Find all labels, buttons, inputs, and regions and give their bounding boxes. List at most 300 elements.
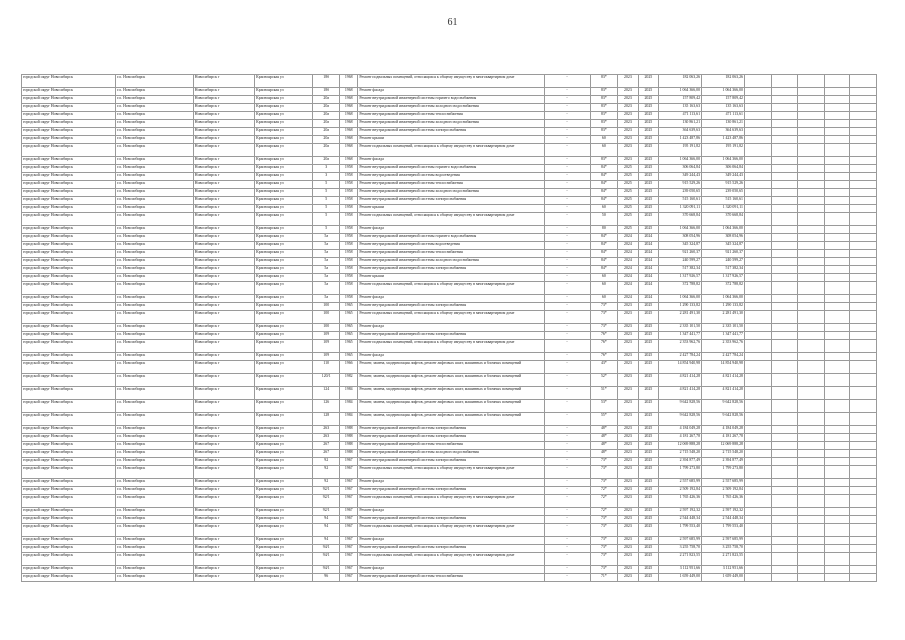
work-type-cell: Ремонт фасада [358, 353, 544, 361]
empty-cell [771, 387, 798, 400]
fund-cost-cell: 2 271 823,55 [702, 553, 745, 566]
start-year-cell: 2023 [618, 374, 638, 387]
build-year-cell: 1967 [340, 458, 358, 466]
district-cell: городской округ Новосибирск [22, 340, 116, 353]
house-number-cell: 110 [313, 361, 340, 374]
total-cost-cell: 515 160,61 [659, 197, 702, 205]
build-year-cell: 1968 [340, 136, 358, 144]
empty-cell [771, 524, 798, 537]
empty-cell [744, 282, 771, 295]
empty-cell [824, 258, 850, 266]
street-cell: Красноярская ул [255, 165, 313, 173]
fund-cost-cell: 2 281 491,30 [702, 311, 745, 324]
empty-cell [798, 466, 825, 479]
build-year-cell: 1966 [340, 361, 358, 374]
work-type-cell: Ремонт крыши [358, 274, 544, 282]
district-cell: городской округ Новосибирск [22, 234, 116, 242]
empty-cell [798, 353, 825, 361]
table-row [22, 458, 877, 466]
district-cell: городской округ Новосибирск [22, 524, 116, 537]
empty-cell [744, 524, 771, 537]
locality-cell: г.о. Новосибирск [116, 295, 194, 303]
empty-cell [824, 487, 850, 495]
empty-cell [798, 144, 825, 157]
empty-cell [824, 120, 850, 128]
end-year-cell: 2025 [638, 537, 658, 545]
locality-cell: г.о. Новосибирск [116, 361, 194, 374]
empty-cell [744, 361, 771, 374]
fund-cost-cell: 1 064 366,00 [702, 157, 745, 165]
empty-cell [798, 189, 825, 197]
work-type-cell: Ремонт внутридомовой инженерной системы электроснабжения [358, 545, 544, 553]
house-number-cell: 92 [313, 458, 340, 466]
total-cost-cell: 2 394 877,49 [659, 458, 702, 466]
empty-cell [771, 213, 798, 226]
locality-cell: г.о. Новосибирск [116, 282, 194, 295]
empty-cell [850, 226, 877, 234]
empty-cell [798, 88, 825, 96]
dash-cell: - [544, 495, 590, 508]
empty-cell [744, 104, 771, 112]
empty-cell [744, 128, 771, 136]
district-cell: городской округ Новосибирск [22, 495, 116, 508]
fund-cost-cell: 2 427 784,24 [702, 353, 745, 361]
empty-cell [798, 495, 825, 508]
empty-cell [824, 282, 850, 295]
district-cell: городской округ Новосибирск [22, 361, 116, 374]
house-number-cell: 5а [313, 295, 340, 303]
city-cell: Новосибирск г [193, 361, 254, 374]
street-cell: Красноярская ул [255, 426, 313, 434]
end-year-cell: 2025 [638, 450, 658, 458]
empty-cell [850, 495, 877, 508]
start-year-cell: 2023 [618, 144, 638, 157]
empty-cell [744, 144, 771, 157]
empty-cell [850, 144, 877, 157]
house-number-cell: 92/1 [313, 495, 340, 508]
empty-cell [744, 165, 771, 173]
build-year-cell: 1984 [340, 413, 358, 426]
build-year-cell: 1958 [340, 295, 358, 303]
work-type-cell: Ремонт внутридомовой инженерной системы теплоснабжения [358, 574, 544, 582]
street-cell: Красноярская ул [255, 234, 313, 242]
work-type-cell: Ремонт подвальных помещений, относящихся к общему имуществу в многоквартирном доме [358, 553, 544, 566]
fund-cost-cell: 915 529,26 [702, 181, 745, 189]
locality-cell: г.о. Новосибирск [116, 274, 194, 282]
start-year-cell: 2025 [618, 213, 638, 226]
table-row [22, 226, 877, 234]
end-year-cell: 2024 [638, 242, 658, 250]
build-year-cell: 1965 [340, 303, 358, 311]
empty-cell [798, 250, 825, 258]
fund-cost-cell: 517 382,34 [702, 266, 745, 274]
start-year-cell: 2023 [618, 112, 638, 120]
district-cell: городской округ Новосибирск [22, 479, 116, 487]
table-row [22, 266, 877, 274]
total-cost-cell: 2 427 784,24 [659, 353, 702, 361]
empty-cell [744, 574, 771, 582]
locality-cell: г.о. Новосибирск [116, 487, 194, 495]
locality-cell: г.о. Новосибирск [116, 173, 194, 181]
city-cell: Новосибирск г [193, 332, 254, 340]
empty-cell [850, 104, 877, 112]
end-year-cell: 2025 [638, 157, 658, 165]
empty-cell [824, 136, 850, 144]
city-cell: Новосибирск г [193, 426, 254, 434]
empty-cell [744, 374, 771, 387]
build-year-cell: 1958 [340, 242, 358, 250]
work-type-cell: Ремонт фасада [358, 508, 544, 516]
dash-cell: - [544, 353, 590, 361]
work-type-cell: Ремонт, замена, модернизация лифтов, ремонт лифтовых шахт, машинных и блочных помещений [358, 387, 544, 400]
wear-cell: 48* [590, 450, 618, 458]
start-year-cell: 2023 [618, 387, 638, 400]
start-year-cell: 2025 [618, 165, 638, 173]
empty-cell [771, 282, 798, 295]
street-cell: Красноярская ул [255, 88, 313, 96]
end-year-cell: 2025 [638, 205, 658, 213]
dash-cell: - [544, 197, 590, 205]
locality-cell: г.о. Новосибирск [116, 400, 194, 413]
total-cost-cell: 1 799 553,40 [659, 524, 702, 537]
empty-cell [771, 487, 798, 495]
work-type-cell: Ремонт, замена, модернизация лифтов, ремонт лифтовых шахт, машинных и блочных помещений [358, 361, 544, 374]
empty-cell [798, 524, 825, 537]
total-cost-cell: 306 064,84 [659, 165, 702, 173]
empty-cell [798, 112, 825, 120]
build-year-cell: 1968 [340, 104, 358, 112]
empty-cell [744, 353, 771, 361]
table-row [22, 242, 877, 250]
city-cell: Новосибирск г [193, 545, 254, 553]
empty-cell [850, 258, 877, 266]
street-cell: Красноярская ул [255, 324, 313, 332]
end-year-cell: 2025 [638, 144, 658, 157]
total-cost-cell: 135 163,63 [659, 104, 702, 112]
locality-cell: г.о. Новосибирск [116, 144, 194, 157]
build-year-cell: 1958 [340, 258, 358, 266]
empty-cell [771, 340, 798, 353]
end-year-cell: 2024 [638, 274, 658, 282]
fund-cost-cell: 1 799 273,80 [702, 466, 745, 479]
street-cell: Красноярская ул [255, 466, 313, 479]
table-row [22, 303, 877, 311]
locality-cell: г.о. Новосибирск [116, 226, 194, 234]
end-year-cell: 2025 [638, 197, 658, 205]
empty-cell [798, 361, 825, 374]
house-number-cell: 96 [313, 574, 340, 582]
fund-cost-cell: 130 861,21 [702, 120, 745, 128]
empty-cell [771, 274, 798, 282]
empty-cell [798, 566, 825, 574]
table-row [22, 128, 877, 136]
empty-cell [771, 332, 798, 340]
house-number-cell: 20а [313, 112, 340, 120]
build-year-cell: 1968 [340, 157, 358, 165]
work-type-cell: Ремонт, замена, модернизация лифтов, ремонт лифтовых шахт, машинных и блочных помещений [358, 400, 544, 413]
empty-cell [850, 197, 877, 205]
work-type-cell: Ремонт внутридомовой инженерной системы электроснабжения [358, 434, 544, 442]
total-cost-cell: 4 821 414,28 [659, 374, 702, 387]
street-cell: Красноярская ул [255, 250, 313, 258]
work-type-cell: Ремонт внутридомовой инженерной системы электроснабжения [358, 426, 544, 434]
build-year-cell: 1968 [340, 128, 358, 136]
empty-cell [771, 516, 798, 524]
work-type-cell: Ремонт подвальных помещений, относящихся к общему имуществу в многоквартирном доме [358, 144, 544, 157]
empty-cell [744, 189, 771, 197]
fund-cost-cell: 364 639,63 [702, 128, 745, 136]
start-year-cell: 2025 [618, 181, 638, 189]
city-cell: Новосибирск г [193, 205, 254, 213]
work-type-cell: Ремонт внутридомовой инженерной системы электроснабжения [358, 516, 544, 524]
total-cost-cell: 2 597 685,99 [659, 537, 702, 545]
work-type-cell: Ремонт внутридомовой инженерной системы холодного водоснабжения [358, 450, 544, 458]
empty-cell [850, 458, 877, 466]
house-number-cell: 5 [313, 205, 340, 213]
district-cell: городской округ Новосибирск [22, 332, 116, 340]
empty-cell [744, 274, 771, 282]
end-year-cell: 2024 [638, 258, 658, 266]
district-cell: городской округ Новосибирск [22, 303, 116, 311]
empty-cell [850, 173, 877, 181]
city-cell: Новосибирск г [193, 353, 254, 361]
build-year-cell: 1968 [340, 75, 358, 88]
start-year-cell: 2023 [618, 524, 638, 537]
empty-cell [850, 553, 877, 566]
street-cell: Красноярская ул [255, 340, 313, 353]
wear-cell: 76* [590, 353, 618, 361]
build-year-cell: 1967 [340, 566, 358, 574]
table-row [22, 181, 877, 189]
empty-cell [744, 324, 771, 332]
street-cell: Красноярская ул [255, 295, 313, 303]
empty-cell [824, 353, 850, 361]
total-cost-cell: 1 347 441,77 [659, 332, 702, 340]
city-cell: Новосибирск г [193, 189, 254, 197]
empty-cell [824, 374, 850, 387]
empty-cell [850, 303, 877, 311]
start-year-cell: 2023 [618, 553, 638, 566]
empty-cell [771, 295, 798, 303]
empty-cell [850, 250, 877, 258]
empty-cell [850, 311, 877, 324]
house-number-cell: 18б [313, 75, 340, 88]
district-cell: городской округ Новосибирск [22, 144, 116, 157]
empty-cell [744, 466, 771, 479]
empty-cell [824, 274, 850, 282]
empty-cell [744, 197, 771, 205]
start-year-cell: 2023 [618, 479, 638, 487]
total-cost-cell: 4 821 414,28 [659, 387, 702, 400]
build-year-cell: 1968 [340, 120, 358, 128]
house-number-cell: 126 [313, 400, 340, 413]
empty-cell [798, 508, 825, 516]
empty-cell [771, 144, 798, 157]
fund-cost-cell: 1 765 426,36 [702, 495, 745, 508]
dash-cell: - [544, 458, 590, 466]
work-type-cell: Ремонт подвальных помещений, относящихся к общему имуществу в многоквартирном доме [358, 311, 544, 324]
empty-cell [771, 450, 798, 458]
wear-cell: 53* [590, 400, 618, 413]
empty-cell [850, 128, 877, 136]
city-cell: Новосибирск г [193, 340, 254, 353]
house-number-cell: 100 [313, 311, 340, 324]
dash-cell: - [544, 213, 590, 226]
empty-cell [798, 96, 825, 104]
city-cell: Новосибирск г [193, 274, 254, 282]
wear-cell: 48* [590, 442, 618, 450]
empty-cell [771, 353, 798, 361]
locality-cell: г.о. Новосибирск [116, 234, 194, 242]
start-year-cell: 2025 [618, 205, 638, 213]
locality-cell: г.о. Новосибирск [116, 157, 194, 165]
dash-cell: - [544, 282, 590, 295]
city-cell: Новосибирск г [193, 75, 254, 88]
dash-cell: - [544, 413, 590, 426]
district-cell: городской округ Новосибирск [22, 450, 116, 458]
empty-cell [744, 400, 771, 413]
empty-cell [744, 442, 771, 450]
empty-cell [798, 173, 825, 181]
empty-cell [850, 545, 877, 553]
end-year-cell: 2025 [638, 516, 658, 524]
locality-cell: г.о. Новосибирск [116, 553, 194, 566]
build-year-cell: 1958 [340, 181, 358, 189]
city-cell: Новосибирск г [193, 250, 254, 258]
table-row [22, 442, 877, 450]
empty-cell [824, 458, 850, 466]
dash-cell: - [544, 303, 590, 311]
start-year-cell: 2024 [618, 242, 638, 250]
wear-cell: 43* [590, 361, 618, 374]
table-row [22, 274, 877, 282]
fund-cost-cell: 1 064 366,00 [702, 88, 745, 96]
total-cost-cell: 349 244,43 [659, 173, 702, 181]
empty-cell [744, 434, 771, 442]
build-year-cell: 1958 [340, 226, 358, 234]
district-cell: городской округ Новосибирск [22, 128, 116, 136]
city-cell: Новосибирск г [193, 295, 254, 303]
end-year-cell: 2025 [638, 88, 658, 96]
empty-cell [798, 128, 825, 136]
work-type-cell: Ремонт подвальных помещений, относящихся к общему имуществу в многоквартирном доме [358, 340, 544, 353]
empty-cell [798, 266, 825, 274]
empty-cell [798, 413, 825, 426]
wear-cell: 51* [590, 387, 618, 400]
fund-cost-cell: 921 260,37 [702, 250, 745, 258]
house-number-cell: 109 [313, 332, 340, 340]
street-cell: Красноярская ул [255, 266, 313, 274]
total-cost-cell: 14 854 940,98 [659, 361, 702, 374]
empty-cell [744, 75, 771, 88]
street-cell: Красноярская ул [255, 387, 313, 400]
wear-cell: 48* [590, 434, 618, 442]
dash-cell: - [544, 205, 590, 213]
locality-cell: г.о. Новосибирск [116, 426, 194, 434]
house-number-cell: 94 [313, 524, 340, 537]
total-cost-cell: 4 181 267,78 [659, 434, 702, 442]
empty-cell [744, 537, 771, 545]
end-year-cell: 2025 [638, 479, 658, 487]
empty-cell [850, 274, 877, 282]
wear-cell: 50 [590, 213, 618, 226]
house-number-cell: 5а [313, 274, 340, 282]
build-year-cell: 1968 [340, 112, 358, 120]
street-cell: Красноярская ул [255, 545, 313, 553]
empty-cell [798, 516, 825, 524]
dash-cell: - [544, 574, 590, 582]
city-cell: Новосибирск г [193, 566, 254, 574]
district-cell: городской округ Новосибирск [22, 213, 116, 226]
empty-cell [824, 332, 850, 340]
work-type-cell: Ремонт крыши [358, 136, 544, 144]
end-year-cell: 2025 [638, 173, 658, 181]
city-cell: Новосибирск г [193, 266, 254, 274]
city-cell: Новосибирск г [193, 112, 254, 120]
city-cell: Новосибирск г [193, 88, 254, 96]
house-number-cell: 20а [313, 144, 340, 157]
locality-cell: г.о. Новосибирск [116, 88, 194, 96]
work-type-cell: Ремонт, замена, модернизация лифтов, ремонт лифтовых шахт, машинных и блочных помещений [358, 413, 544, 426]
locality-cell: г.о. Новосибирск [116, 303, 194, 311]
wear-cell: 80 [590, 226, 618, 234]
table-row [22, 144, 877, 157]
build-year-cell: 1967 [340, 487, 358, 495]
street-cell: Красноярская ул [255, 303, 313, 311]
table-row [22, 189, 877, 197]
end-year-cell: 2025 [638, 303, 658, 311]
dash-cell: - [544, 466, 590, 479]
empty-cell [824, 75, 850, 88]
street-cell: Красноярская ул [255, 487, 313, 495]
empty-cell [850, 400, 877, 413]
build-year-cell: 1967 [340, 524, 358, 537]
total-cost-cell: 364 639,63 [659, 128, 702, 136]
empty-cell [771, 400, 798, 413]
fund-cost-cell: 2 335 101,50 [702, 324, 745, 332]
empty-cell [824, 508, 850, 516]
city-cell: Новосибирск г [193, 434, 254, 442]
empty-cell [771, 157, 798, 165]
work-type-cell: Ремонт внутридомовой инженерной системы холодного водоснабжения [358, 189, 544, 197]
table-row [22, 234, 877, 242]
street-cell: Красноярская ул [255, 75, 313, 88]
work-type-cell: Ремонт подвальных помещений, относящихся к общему имуществу в многоквартирном доме [358, 466, 544, 479]
start-year-cell: 2023 [618, 157, 638, 165]
table-row [22, 495, 877, 508]
total-cost-cell: 2 557 685,99 [659, 479, 702, 487]
city-cell: Новосибирск г [193, 144, 254, 157]
empty-cell [824, 434, 850, 442]
empty-cell [798, 450, 825, 458]
district-cell: городской округ Новосибирск [22, 226, 116, 234]
wear-cell: 60 [590, 274, 618, 282]
empty-cell [824, 96, 850, 104]
fund-cost-cell: 157 809,42 [702, 96, 745, 104]
house-number-cell: 128 [313, 413, 340, 426]
city-cell: Новосибирск г [193, 242, 254, 250]
fund-cost-cell: 345 324,87 [702, 242, 745, 250]
work-type-cell: Ремонт внутридомовой инженерной системы холодного водоснабжения [358, 104, 544, 112]
start-year-cell: 2024 [618, 258, 638, 266]
house-number-cell: 5а [313, 242, 340, 250]
empty-cell [798, 387, 825, 400]
start-year-cell: 2023 [618, 566, 638, 574]
empty-cell [798, 487, 825, 495]
table-row [22, 120, 877, 128]
city-cell: Новосибирск г [193, 479, 254, 487]
dash-cell: - [544, 173, 590, 181]
